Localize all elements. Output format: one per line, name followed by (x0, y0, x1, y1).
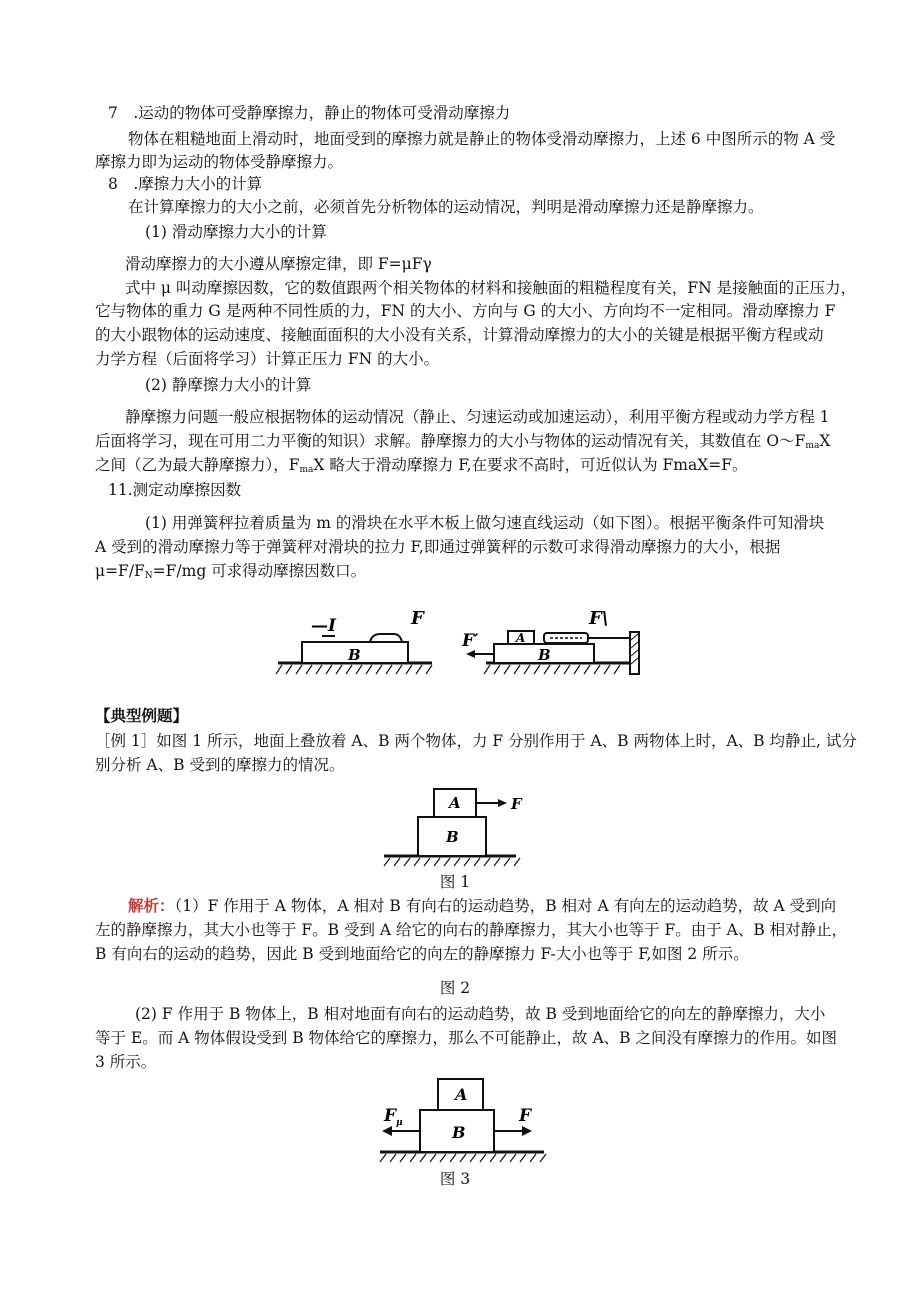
case2-line2: 等于 E。而 A 物体假设受到 B 物体给它的摩擦力，那么不可能静止，故 A、B 之间没有摩擦力的作用。如图 (95, 1029, 837, 1047)
right-label-B: B (538, 646, 551, 664)
left-label-A: —I (311, 616, 336, 636)
sliding-para-line1: 式中 μ 叫动摩擦因数，它的数值跟两个相关物体的材料和接触面的粗糙程度有关，FN 是接触面的正压力， (125, 279, 857, 297)
static-line3-text-b: X 略大于滑动摩擦力 F,在要求不高时，可近似认为 FmaX=F。 (313, 456, 748, 474)
mu-formula-b: =F/mg 可求得动摩擦因数口。 (152, 562, 367, 580)
sliding-para-line2: 它与物体的重力 G 是两种不同性质的力，FN 的大小、方向与 G 的大小、方向均不一定相同。滑动摩擦力 F (95, 302, 836, 320)
left-label-F: F (411, 608, 424, 629)
section-8-title: 8 .摩擦力大小的计算 (108, 175, 263, 193)
figure-2-caption: 图 2 (439, 979, 471, 997)
section-8-intro: 在计算摩擦力的大小之前，必须首先分析物体的运动情况，判明是滑动摩擦力还是静摩擦力。 (128, 198, 764, 216)
fmax-subscript-2: ma (299, 465, 314, 475)
static-line3-text-a: 之间（乙为最大静摩擦力），F (95, 456, 300, 474)
figure-3-caption: 图 3 (439, 1170, 471, 1188)
sliding-para-line4: 力学方程（后面将学习）计算正压力 FN 的大小。 (95, 350, 440, 368)
example-1-question-line1: ［例 1］如图 1 所示，地面上叠放着 A、B 两个物体，力 F 分别作用于 A、B 两物体上时，A、B 均静止, 试分 (95, 732, 857, 750)
subsection-static-title: (2) 静摩擦力大小的计算 (145, 376, 312, 394)
sliding-para-line3: 的大小跟物体的运动速度、接触面面积的大小没有关系，计算滑动摩擦力的大小的关键是根据平衡方程或动 (95, 326, 824, 344)
fig1-label-F: F (511, 795, 522, 813)
right-label-F: F\ (589, 608, 609, 629)
example-1-question-line2: 别分析 A、B 受到的摩擦力的情况。 (95, 756, 345, 774)
friction-law: 滑动摩擦力的大小遵从摩擦定律，即 F=μFγ (125, 255, 432, 273)
section-7-para-line2: 摩擦力即为运动的物体受静摩擦力。 (95, 153, 344, 171)
analysis-line1-text: （1）F 作用于 A 物体，A 相对 B 有向右的运动趋势，B 相对 A 有向左的运动趋势，故 A 受到向 (174, 897, 837, 915)
section-7-para-line1: 物体在粗糙地面上滑动时，地面受到的摩擦力就是静止的物体受滑动摩擦力，上述 6 中图所示的物 A 受 (128, 130, 836, 148)
fig3-label-F: F (519, 1106, 532, 1126)
measure-para-line1: (1) 用弹簧秤拉着质量为 m 的滑块在水平木板上做匀速直线运动（如下图）。根据平衡条件可知滑块 (145, 514, 825, 532)
right-label-A: A (516, 631, 526, 645)
label-F-prime: F′ (462, 631, 479, 651)
fig3-label-mu: μ (396, 1118, 403, 1128)
case2-line1: (2) F 作用于 B 物体上，B 相对地面有向右的运动趋势，故 B 受到地面给它的向左的静摩擦力，大小 (135, 1005, 826, 1023)
fmax-subscript: ma (805, 441, 820, 451)
case2-line3: 3 所示。 (95, 1053, 157, 1071)
section-11-title: 11.测定动摩擦因数 (108, 481, 242, 499)
fig3-label-B: B (452, 1123, 466, 1142)
fn-subscript: N (144, 571, 153, 581)
fig3-label-Fmu: F (384, 1106, 397, 1126)
figure-1-caption: 图 1 (439, 873, 471, 891)
left-label-B: B (348, 646, 361, 664)
measure-para-line2: A 受到的滑动摩擦力等于弹簧秤对滑块的拉力 F,即通过弹簧秤的示数可求得滑动摩擦力的大小，根据 (95, 538, 781, 556)
mu-formula-a: μ=F/F (95, 562, 145, 580)
fmax-x: X (819, 432, 831, 450)
static-line2-text: 后面将学习，现在可用二力平衡的知识）求解。静摩擦力的大小与物体的运动情况有关，其数值在 O〜F (95, 432, 806, 450)
fig1-label-B: B (446, 828, 459, 846)
analysis-line3: B 有向右的运动的趋势，因此 B 受到地面给它的向左的静摩擦力 F-大小也等于 F,如图 2 所示。 (95, 945, 749, 963)
static-para-line1: 静摩擦力问题一般应根据物体的运动情况（静止、匀速运动或加速运动），利用平衡方程或动力学方程 1 (125, 408, 830, 426)
fig1-label-A: A (449, 794, 461, 812)
analysis-label: 解析： (128, 896, 175, 915)
analysis-line2: 左的静摩擦力，其大小也等于 F。B 受到 A 给它的向右的静摩擦力，其大小也等于 F。由于 A、B 相对静止， (95, 921, 848, 939)
subsection-sliding-title: (1) 滑动摩擦力大小的计算 (145, 223, 327, 241)
fig3-label-A: A (455, 1085, 468, 1104)
section-7-title: 7 .运动的物体可受静摩擦力，静止的物体可受滑动摩擦力 (108, 104, 511, 122)
examples-heading: 【典型例题】 (95, 706, 189, 725)
